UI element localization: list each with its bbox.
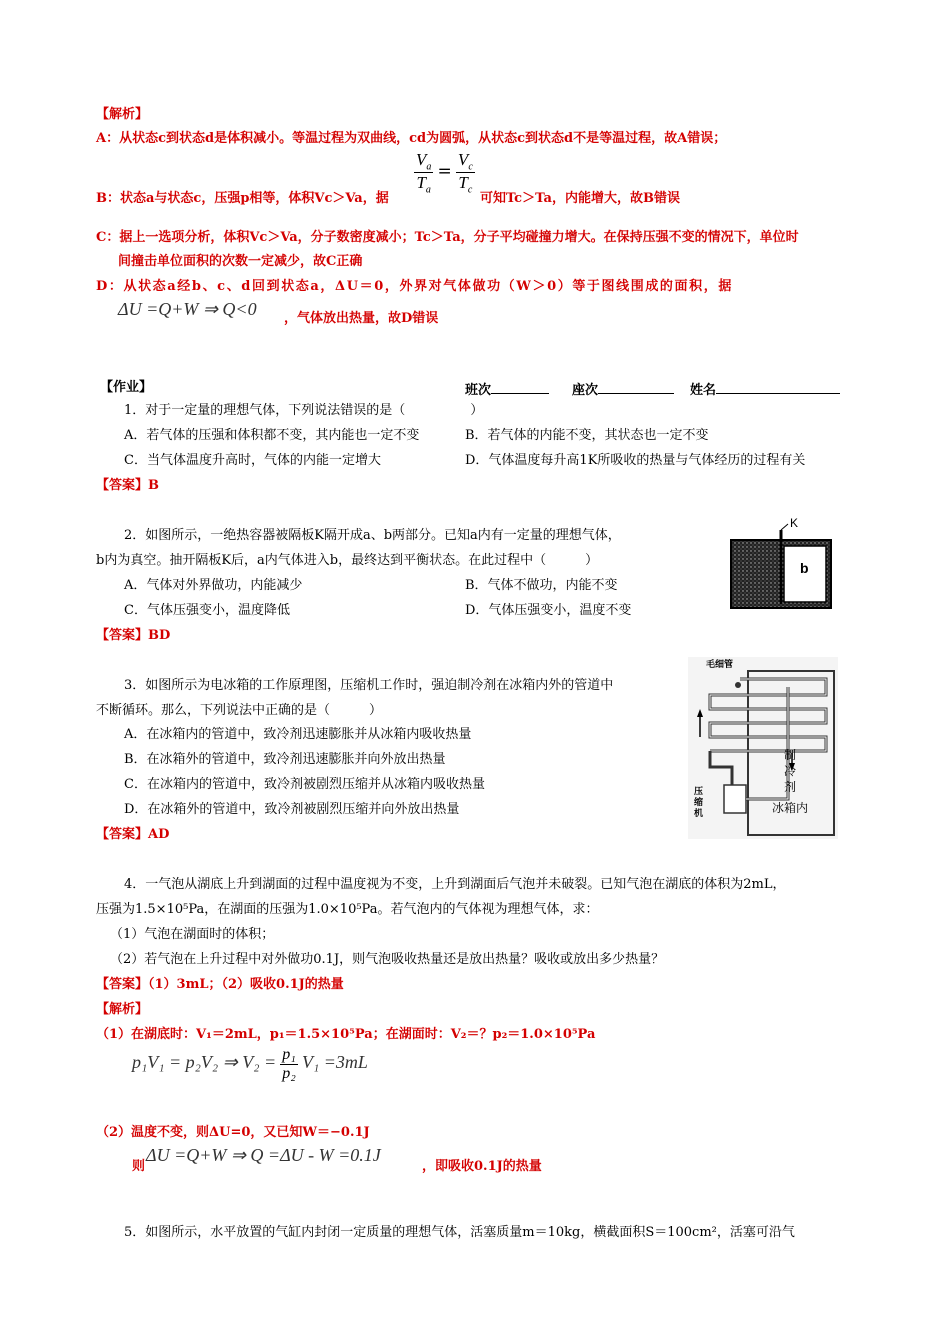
q2-fig-b-label: b (800, 560, 809, 576)
q3-option-a: A．在冰箱内的管道中，致冷剂迅速膨胀并从冰箱内吸收热量 (124, 727, 472, 742)
fridge-inside-label: 冰箱内 (772, 801, 809, 815)
q4-analysis-2: （2）温度不变，则ΔU=0，又已知W＝−0.1J (96, 1125, 370, 1140)
q4-line1: 4．一气泡从湖底上升到湖面的过程中温度视为不变，上升到湖面后气泡并未破裂。已知气泡在湖底的体积为2mL， (124, 877, 786, 892)
q2-option-c: C．气体压强变小，温度降低 (124, 603, 290, 618)
analysis-d-formula: ΔU =Q+W ⇒ Q<0 (118, 299, 257, 319)
q3-option-c: C．在冰箱内的管道中，致冷剂被剧烈压缩并从冰箱内吸收热量 (124, 777, 485, 792)
fridge-diagram (688, 657, 838, 839)
q2-option-a: A．气体对外界做功，内能减少 (124, 578, 303, 593)
q4-analysis-1: （1）在湖底时：V₁＝2mL，p₁＝1.5×10⁵Pa；在湖面时：V₂＝？p₂＝1.0×10⁵Pa (96, 1027, 596, 1042)
homework-title: 【作业】 (100, 380, 153, 395)
name-label: 姓名 (690, 379, 840, 400)
seat-label: 座次 (572, 379, 674, 400)
q3-option-d: D．在冰箱外的管道中，致冷剂被剧烈压缩并向外放出热量 (124, 802, 460, 817)
q2-line1: 2．如图所示，一绝热容器被隔板K隔开成a、b两部分。已知a内有一定量的理想气体， (124, 528, 621, 543)
q3-line2: 不断循环。那么，下列说法中正确的是（ ） (96, 703, 383, 718)
analysis-option-b-pre: B：状态a与状态c，压强p相等，体积Vc＞Va，据 (96, 191, 389, 206)
analysis-option-b-post: 可知Tc＞Ta，内能增大，故B错误 (480, 191, 680, 206)
analysis-option-a: A：从状态c到状态d是体积减小。等温过程为双曲线，cd为圆弧，从状态c到状态d不是等温过程，故A错误； (96, 131, 727, 146)
q3-option-b: B．在冰箱外的管道中，致冷剂迅速膨胀并向外放出热量 (124, 752, 446, 767)
q4-analysis-2-pre: 则 (132, 1159, 146, 1174)
q3-fridge-figure (688, 657, 838, 839)
analysis-option-d-line1: D：从状态a经b、c、d回到状态a，ΔU＝0，外界对气体做功（W＞0）等于图线围成的面积，据 (96, 279, 733, 294)
q1-option-d: D．气体温度每升高1K所吸收的热量与气体经历的过程有关 (465, 453, 806, 468)
analysis-option-c-line1: C：据上一选项分析，体积Vc＞Va，分子数密度减小；Tc＞Ta，分子平均碰撞力增大。在保持压强不变的情况下，单位时 (96, 230, 799, 245)
q1-answer: 【答案】B (96, 478, 159, 493)
analysis-option-d-post: ，气体放出热量，故D错误 (284, 311, 439, 326)
q4-analysis-header: 【解析】 (96, 1002, 149, 1017)
q2-option-b: B．气体不做功，内能不变 (465, 578, 618, 593)
fridge-compressor-label: 压缩机 (694, 787, 704, 819)
q4-line2: 压强为1.5×10⁵Pa，在湖面的压强为1.0×10⁵Pa。若气泡内的气体视为理想气体，求： (96, 902, 599, 917)
q2-container-figure (730, 516, 834, 610)
q4-sub2: （2）若气泡在上升过程中对外做功0.1J，则气泡吸收热量还是放出热量？吸收或放出多少热量？ (110, 952, 665, 967)
q4-analysis-2-post: ，即吸收0.1J的热量 (422, 1159, 542, 1174)
fridge-refrigerant-label: 制冷剂 (784, 748, 797, 794)
q4-answer: 【答案】（1）3mL；（2）吸收0.1J的热量 (96, 977, 344, 992)
q3-answer: 【答案】AD (96, 827, 170, 842)
q4-formula-1: p₁V₁ = p₂V₂ ⇒ V₂ = $\frac{\text{p₁}}{\text{p₂}}$ V₁ =3mL (132, 1046, 368, 1082)
ratio-formula: $\frac{V_a}{T_a}$ = $\frac{V_c}{T_c}$ (416, 150, 473, 196)
q2-answer: 【答案】BD (96, 628, 171, 643)
q1-option-b: B．若气体的内能不变，其状态也一定不变 (465, 428, 709, 443)
class-label: 班次 (465, 379, 549, 400)
q2-option-d: D．气体压强变小，温度不变 (465, 603, 632, 618)
q5-line1: 5．如图所示，水平放置的气缸内封闭一定质量的理想气体，活塞质量m＝10kg，横截面积S＝100cm²，活塞可沿气 (124, 1225, 795, 1240)
analysis-header: 【解析】 (96, 107, 149, 122)
analysis-option-c-line2: 间撞击单位面积的次数一定减少，故C正确 (118, 254, 363, 269)
q2-line2: b内为真空。抽开隔板K后，a内气体进入b，最终达到平衡状态。在此过程中（ ） (96, 553, 599, 568)
q1-option-a: A．若气体的压强和体积都不变，其内能也一定不变 (124, 428, 420, 443)
q2-fig-k-label: K (790, 516, 799, 530)
q3-line1: 3．如图所示为电冰箱的工作原理图，压缩机工作时，强迫制冷剂在冰箱内外的管道中 (124, 678, 614, 693)
q1-option-c: C．当气体温度升高时，气体的内能一定增大 (124, 453, 381, 468)
fridge-capillary-label: 毛细管 (706, 660, 734, 670)
insulated-container-diagram (730, 522, 834, 610)
q1-stem: 1．对于一定量的理想气体，下列说法错误的是（ ） (124, 403, 484, 418)
q4-sub1: （1）气泡在湖面时的体积； (110, 927, 275, 942)
q4-analysis-2-formula: ΔU =Q+W ⇒ Q =ΔU - W =0.1J (146, 1145, 381, 1165)
